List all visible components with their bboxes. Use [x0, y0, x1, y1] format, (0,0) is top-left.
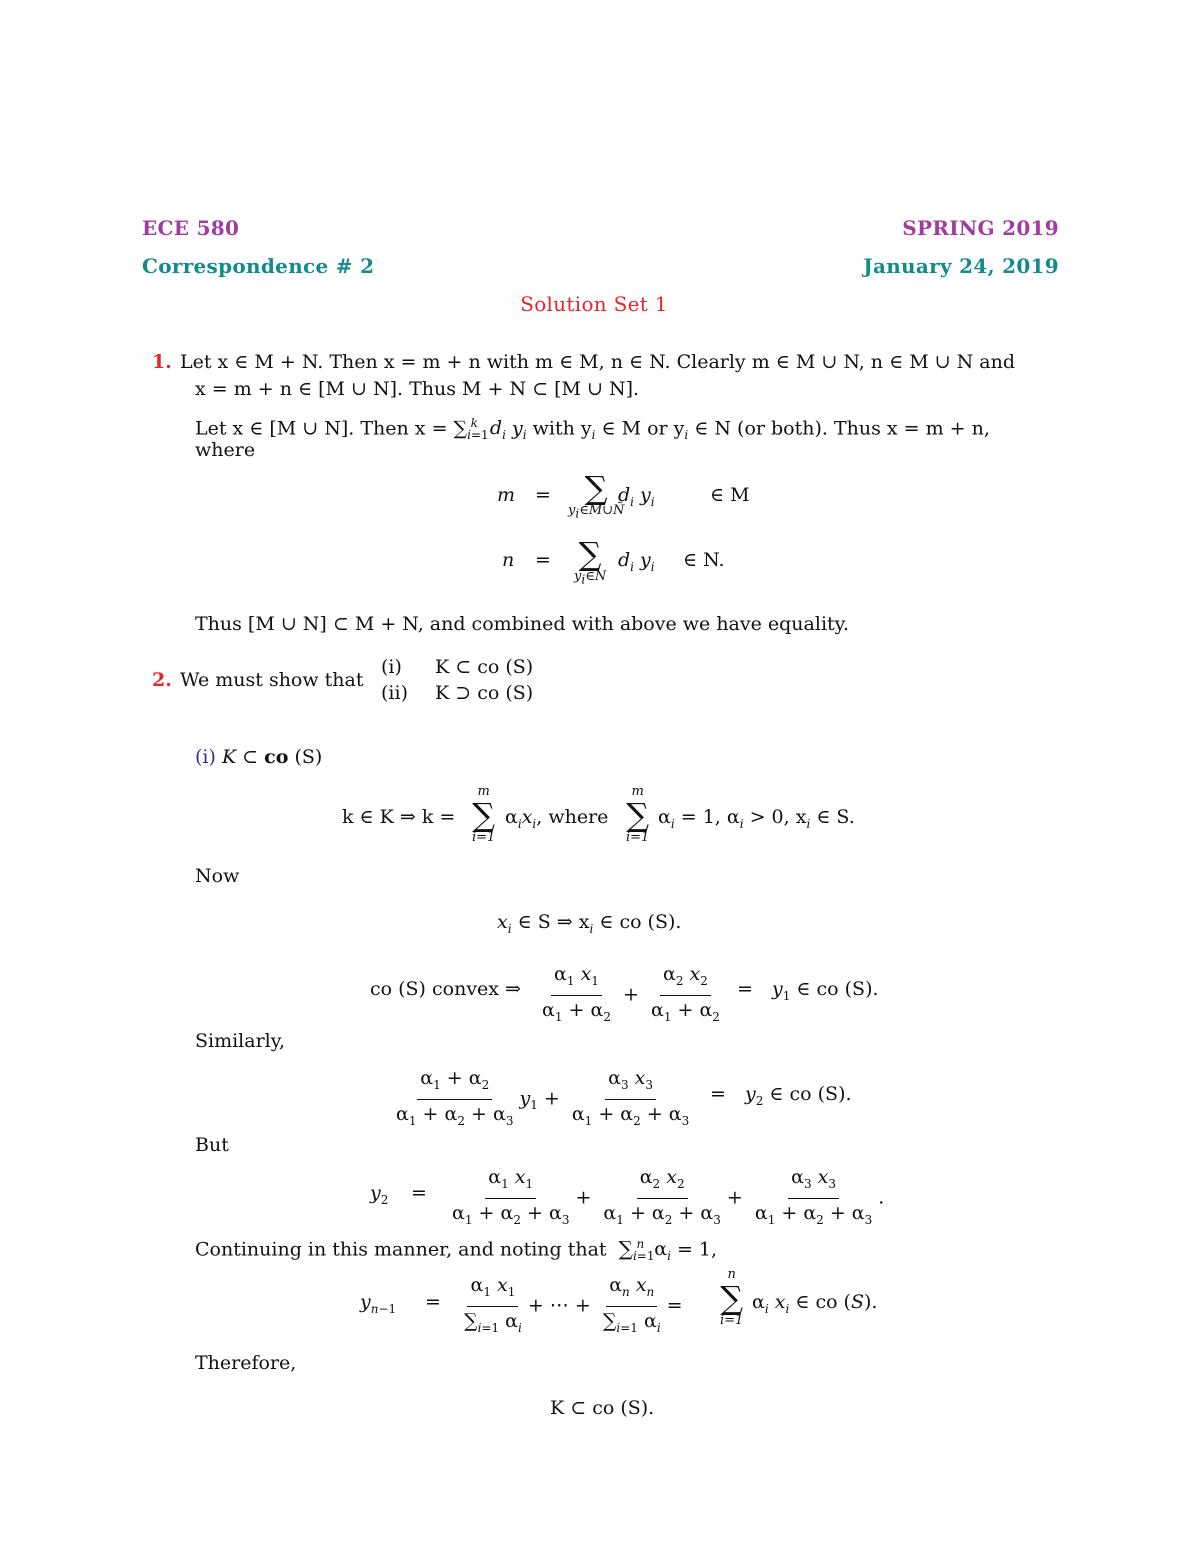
eq5-fractions: $\frac{\alpha_1 x_1}{\alpha_1 + \alpha_2 + \alpha_3}$ + $\frac{\alpha_2 x_2}{\alpha_1 + \alpha_2 + \alpha_3}$ + $\frac{\alpha_3 x_3}{\alpha_1 + \alpha_2 + \alpha_3}$ . — [452, 1166, 885, 1227]
course-code: ECE 580 — [142, 216, 240, 240]
eq6-equals: = — [425, 1291, 441, 1313]
eq6-lhs: $y_{n-1}$ — [360, 1291, 397, 1316]
eq-n-lhs: n — [502, 549, 515, 571]
eq4-equals: = — [710, 1083, 726, 1105]
eq1-right: $\alpha_i = 1$, $\alpha_i > 0$, $x_i$ ∈ S. — [658, 806, 855, 831]
eq2: $x_i$ ∈ S ⇒ $x_i$ ∈ co (S). — [497, 911, 682, 936]
final-result: K ⊂ co (S). — [550, 1397, 655, 1419]
eq4-right: $y_2$ ∈ co (S). — [745, 1083, 852, 1108]
continuing-text: Continuing in this manner, and noting that $\sum_{i=1}^n$ $\alpha_i = 1$, — [195, 1236, 718, 1264]
eq3-equals: = — [737, 978, 753, 1000]
case-1: K ⊂ co (S) — [435, 656, 534, 678]
therefore-text: Therefore, — [195, 1352, 297, 1374]
problem-1-line-2: x = m + n ∈ [M ∪ N]. Thus M + N ⊂ [M ∪ N]. — [195, 378, 640, 400]
eq3-left: co (S) convex ⇒ — [370, 978, 521, 1000]
eq1-middle: $\alpha_ix_i$, where — [505, 806, 609, 831]
term: SPRING 2019 — [902, 216, 1059, 240]
problem-1-line-4: where — [195, 439, 256, 461]
eq4-fractions: $\frac{\alpha_1 + \alpha_2}{\alpha_1 + \alpha_2 + \alpha_3}$ $y_1$ + $\frac{\alpha_3 x_3}{\alpha_1 + \alpha_2 + \alpha_3}$ — [396, 1067, 690, 1128]
but-text: But — [195, 1134, 229, 1156]
eq5-equals: = — [411, 1182, 427, 1204]
eq-m-term: $d_i$ $y_i$ — [618, 484, 655, 509]
eq-n-term: $d_i$ $y_i$ — [618, 549, 655, 574]
eq6-fractions: $\frac{\alpha_1 x_1}{\sum_{i=1} \alpha_i}$ + ⋯ + $\frac{\alpha_n x_n}{\sum_{i=1} \alpha_i}$ = — [464, 1274, 683, 1335]
eq-n-equals: = — [535, 549, 551, 571]
problem-1-line-1: Let x ∈ M + N. Then x = m + n with m ∈ M, n ∈ N. Clearly m ∈ M ∪ N, n ∈ M ∪ N and — [180, 351, 1016, 373]
eq1-sum-2: m ∑ i=1 — [626, 784, 650, 845]
case-2-label: (ii) — [381, 682, 408, 704]
similarly-text: Similarly, — [195, 1030, 285, 1052]
eq3-fractions: $\frac{\alpha_1 x_1}{\alpha_1 + \alpha_2}$ + $\frac{\alpha_2 x_2}{\alpha_1 + \alpha_2}$ — [542, 963, 720, 1024]
eq-m-lhs: m — [497, 484, 516, 506]
case-2: K ⊃ co (S) — [435, 682, 534, 704]
eq5-lhs: $y_2$ — [370, 1182, 389, 1207]
eq1-left: k ∈ K ⇒ k = — [342, 806, 456, 828]
eq-n-sum: ∑ $y_i\in N$ — [574, 535, 607, 587]
eq-m-sum: ∑ $y_i\in M\cup Ñ$ — [568, 469, 625, 521]
eq1-sum-1: m ∑ i=1 — [472, 784, 496, 845]
eq-m-membership: ∈ M — [710, 484, 750, 506]
problem-2-intro: We must show that — [180, 669, 364, 691]
problem-1-number: 1. — [152, 351, 172, 373]
eq3-right: $y_1$ ∈ co (S). — [772, 978, 879, 1003]
case-1-label: (i) — [381, 656, 402, 678]
eq-m-equals: = — [535, 484, 551, 506]
page-title: Solution Set 1 — [520, 292, 668, 316]
eq-n-membership: ∈ N. — [683, 549, 725, 571]
eq6-right: $\alpha_i$ $x_i$ ∈ co (S). — [752, 1291, 878, 1316]
correspondence-number: Correspondence # 2 — [142, 254, 375, 278]
problem-1-conclusion: Thus [M ∪ N] ⊂ M + N, and combined with above we have equality. — [195, 613, 849, 635]
date: January 24, 2019 — [863, 254, 1059, 278]
problem-2-number: 2. — [152, 669, 172, 691]
now-text: Now — [195, 865, 240, 887]
part-i-heading: (i) K ⊂ co (S) — [195, 746, 323, 768]
eq6-sum: n ∑ i=1 — [720, 1267, 744, 1328]
problem-1-line-3: Let x ∈ [M ∪ N]. Then $x = \sum_{i=1}^k$ $d_i$ $y_i$ with $y_i$ ∈ M or $y_i$ ∈ N (or both). Thus x = m + n, — [195, 416, 990, 443]
